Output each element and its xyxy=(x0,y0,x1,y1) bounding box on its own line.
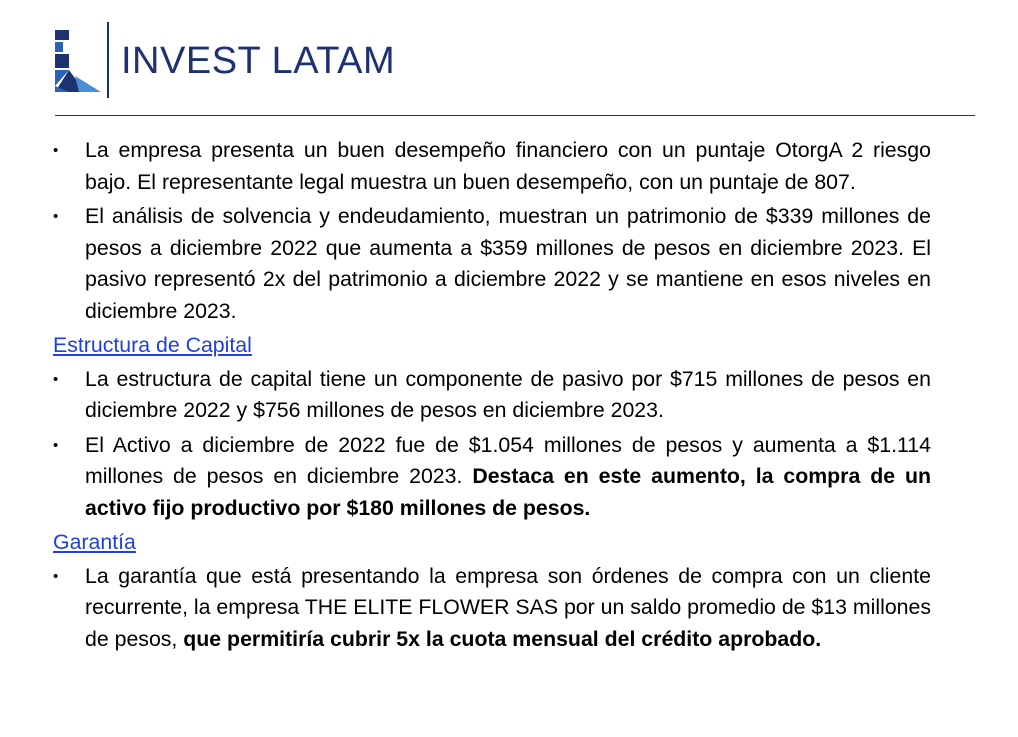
bullet-icon: • xyxy=(53,370,59,388)
list-item: • La estructura de capital tiene un componente de pasivo por $715 millones de pesos en diciembre 2022 y $756 millones de pesos en diciembre 2023. xyxy=(53,364,931,427)
brand-title: INVEST LATAM xyxy=(121,40,396,82)
intro-list xyxy=(53,135,931,327)
section-link-estructura-capital[interactable]: Estructura de Capital xyxy=(53,333,252,357)
bullet-icon: • xyxy=(53,208,59,225)
list-item: • La garantía que está presentando la empresa son órdenes de compra con un cliente recurrente, la empresa THE ELITE FLOWER SAS por un saldo promedio de $13 millones de pesos, que permitiría cubrir 5x la cuota mensual del crédito aprobado. xyxy=(53,561,931,656)
bullet-icon: • xyxy=(53,142,59,159)
capital-list xyxy=(53,364,931,525)
list-item: • El análisis de solvencia y endeudamiento, muestran un patrimonio de $339 millones de pesos a diciembre 2022 que aumenta a $359 millones de pesos en diciembre 2023. El pasivo representó 2x del patrimonio a diciembre 2022 y se mantiene en esos niveles en diciembre 2023. xyxy=(53,201,931,327)
invest-latam-logo-icon xyxy=(55,30,101,92)
garantia-list xyxy=(53,561,931,656)
bullet-icon: • xyxy=(53,567,59,585)
section-link-garantia[interactable]: Garantía xyxy=(53,530,136,554)
document-body xyxy=(53,135,931,658)
header-divider xyxy=(107,22,109,98)
bullet-icon: • xyxy=(53,436,59,454)
list-item: • El Activo a diciembre de 2022 fue de $1.054 millones de pesos y aumenta a $1.114 millones de pesos en diciembre 2023. Destaca en este aumento, la compra de un activo fijo productivo por $180 millones de pesos. xyxy=(53,430,931,525)
header xyxy=(55,22,975,100)
header-rule xyxy=(55,115,975,116)
list-item: • La empresa presenta un buen desempeño financiero con un puntaje OtorgA 2 riesgo bajo. El representante legal muestra un buen desempeño, con un puntaje de 807. xyxy=(53,135,931,198)
